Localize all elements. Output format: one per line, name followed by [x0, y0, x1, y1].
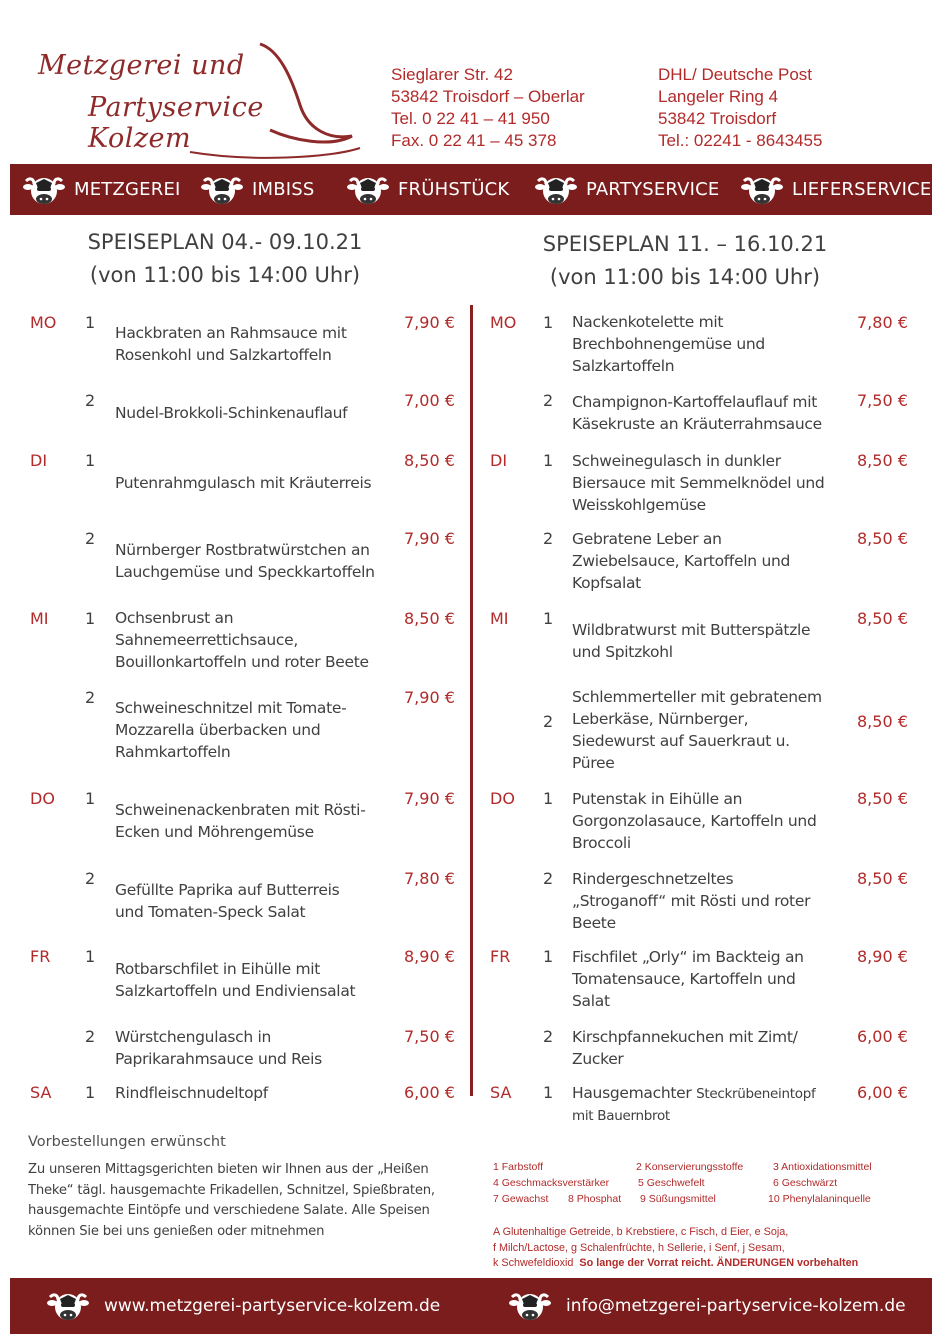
w2-di-2-price: 8,50 € — [857, 529, 908, 548]
w2-di-1-price: 8,50 € — [857, 451, 908, 470]
w1-mo-1-price: 7,90 € — [404, 313, 455, 332]
cow-head-icon — [200, 173, 244, 207]
w1-mi-1-dish: Ochsenbrust an Sahnemeerrettichsauce, Bouillonkartoffeln und roter Beete — [115, 609, 369, 671]
cow-head-icon — [46, 1289, 90, 1323]
w2-do-1-price: 8,50 € — [857, 789, 908, 808]
w2-di-2-num: 2 — [543, 529, 554, 548]
nav-item-imbiss[interactable] — [200, 164, 315, 215]
nav-item-lieferservice[interactable] — [740, 164, 931, 215]
w2-mi-1-dish: Wildbratwurst mit Butterspätzle und Spitzkohl — [572, 621, 811, 661]
info-text: Zu unseren Mittagsgerichten bieten wir Ihnen aus der „Heißen Theke“ tägl. hausgemachte Frikadellen, Schnitzel, Spießbraten, hausgemachte Eintöpfe und verschiedene Salate. Alle Speisen können Sie bei uns genießen oder mitnehmen — [28, 1162, 435, 1239]
w2-mo-1-num: 1 — [543, 313, 554, 332]
nav-label: PARTYSERVICE — [586, 179, 720, 200]
additive: 1 Farbstoff — [493, 1161, 543, 1173]
w2-fr-2-price: 6,00 € — [857, 1027, 908, 1046]
w1-mi-2-dish: Schweineschnitzel mit Tomate- Mozzarella überbacken und Rahmkartoffeln — [115, 699, 347, 761]
week1-title: SPEISEPLAN 04.- 09.10.21 — [87, 230, 363, 254]
nav-item-partyservice[interactable] — [534, 164, 720, 215]
post-phone[interactable]: Tel.: 02241 - 8643455 — [658, 131, 823, 150]
w2-fr-2-num: 2 — [543, 1027, 554, 1046]
w2-mi-1-price: 8,50 € — [857, 609, 908, 628]
additive: 10 Phenylalaninquelle — [768, 1193, 871, 1205]
post-street: Langeler Ring 4 — [658, 87, 779, 106]
w1-di-1-dish: Putenrahmgulasch mit Kräuterreis — [115, 474, 372, 492]
w2-mo-1-dish: Nackenkotelette mit Brechbohnengemüse und Salzkartoffeln — [572, 313, 765, 375]
w2-do-1-num: 1 — [543, 789, 554, 808]
w1-di-1-num: 1 — [85, 451, 96, 470]
footer-email[interactable] — [508, 1278, 906, 1334]
w2-sa-1-price: 6,00 € — [857, 1083, 908, 1102]
w2-day-fr: FR — [490, 947, 511, 966]
address-street: Sieglarer Str. 42 — [391, 65, 513, 84]
address-shop — [391, 64, 585, 152]
w2-day-mi: MI — [490, 609, 509, 628]
footer-bar — [10, 1278, 932, 1334]
additive: 6 Geschwärzt — [773, 1177, 838, 1189]
w2-di-2-dish: Gebratene Leber an Zwiebelsauce, Kartoffeln und Kopfsalat — [572, 530, 791, 592]
address-post — [658, 64, 822, 152]
w1-mo-2-price: 7,00 € — [404, 391, 455, 410]
w1-mo-2-dish: Nudel-Brokkoli-Schinkenauflauf — [115, 404, 348, 422]
w1-sa-1-num: 1 — [85, 1083, 96, 1102]
cow-head-icon — [508, 1289, 552, 1323]
w1-do-2-num: 2 — [85, 869, 96, 888]
w2-sa-1-dish: Hausgemachter Steckrübeneintopf mit Bauernbrot — [572, 1084, 816, 1124]
w1-fr-1-dish: Rotbarschfilet in Eihülle mit Salzkartoffeln und Endiviensalat — [115, 960, 356, 1000]
logo-line2: Partyservice Kolzem — [88, 92, 264, 154]
w1-mo-1-dish: Hackbraten an Rahmsauce mit Rosenkohl und Salzkartoffeln — [115, 324, 347, 364]
additive: 2 Konservierungsstoffe — [636, 1161, 744, 1173]
post-name: DHL/ Deutsche Post — [658, 65, 813, 84]
w1-day-do: DO — [30, 789, 55, 808]
cow-head-icon — [346, 173, 390, 207]
additive: 8 Phosphat — [568, 1193, 622, 1205]
w1-mi-2-num: 2 — [85, 688, 96, 707]
w1-do-2-price: 7,80 € — [404, 869, 455, 888]
w1-fr-2-price: 7,50 € — [404, 1027, 455, 1046]
w1-fr-1-num: 1 — [85, 947, 96, 966]
nav-item-metzgerei[interactable] — [22, 164, 181, 215]
nav-label: LIEFERSERVICE — [792, 179, 932, 200]
website-link[interactable]: www.metzgerei-partyservice-kolzem.de — [104, 1296, 441, 1316]
w2-day-sa: SA — [490, 1083, 512, 1102]
w1-day-fr: FR — [30, 947, 51, 966]
address-phone[interactable]: Tel. 0 22 41 – 41 950 — [391, 109, 550, 128]
w1-di-2-num: 2 — [85, 529, 96, 548]
cow-head-icon — [534, 173, 578, 207]
w1-day-di: DI — [30, 451, 48, 470]
additive: 4 Geschmacksverstärker — [493, 1177, 610, 1189]
logo-line1: Metzgerei und — [38, 50, 245, 81]
additive: 3 Antioxidationsmittel — [773, 1161, 872, 1173]
w1-mi-1-num: 1 — [85, 609, 96, 628]
w1-sa-1-dish: Rindfleischnudeltopf — [115, 1084, 268, 1102]
w2-mi-2-num: 2 — [543, 712, 554, 731]
w2-mo-2-num: 2 — [543, 391, 554, 410]
week2-hours: (von 11:00 bis 14:00 Uhr) — [549, 265, 821, 289]
address-fax: Fax. 0 22 41 – 45 378 — [391, 131, 557, 150]
nav-label: IMBISS — [252, 179, 315, 200]
w1-fr-1-price: 8,90 € — [404, 947, 455, 966]
w1-do-1-price: 7,90 € — [404, 789, 455, 808]
w2-do-2-price: 8,50 € — [857, 869, 908, 888]
w2-mo-1-price: 7,80 € — [857, 313, 908, 332]
w2-mi-2-price: 8,50 € — [857, 712, 908, 731]
w2-day-do: DO — [490, 789, 515, 808]
address-city: 53842 Troisdorf – Oberlar — [391, 87, 585, 106]
w2-fr-1-dish: Fischfilet „Orly“ im Backteig an Tomatensauce, Kartoffeln und Salat — [572, 948, 804, 1010]
cow-head-icon — [740, 173, 784, 207]
w1-day-mi: MI — [30, 609, 49, 628]
allergen-list: A Glutenhaltige Getreide, b Krebstiere, c Fisch, d Eier, e Soja, f Milch/Lactose, g Schalenfrüchte, h Sellerie, i Senf, j Sesam, k Schwefeldioxid So lange der Vorrat reicht. ÄNDERUNGEN vorbehalten — [493, 1226, 859, 1269]
w1-di-2-dish: Nürnberger Rostbratwürstchen an Lauchgemüse und Speckkartoffeln — [115, 541, 375, 581]
week2-title: SPEISEPLAN 11. – 16.10.21 — [542, 232, 828, 256]
nav-bar — [10, 164, 932, 215]
w1-do-2-dish: Gefüllte Paprika auf Butterreis und Tomaten-Speck Salat — [115, 881, 340, 921]
w2-fr-2-dish: Kirschpfannekuchen mit Zimt/ Zucker — [572, 1028, 798, 1068]
w1-mi-1-price: 8,50 € — [404, 609, 455, 628]
w2-do-2-num: 2 — [543, 869, 554, 888]
preorder-note: Vorbestellungen erwünscht — [28, 1134, 226, 1150]
w1-do-1-dish: Schweinenackenbraten mit Rösti- Ecken und Möhrengemüse — [115, 801, 366, 841]
w2-mo-2-dish: Champignon-Kartoffelauflauf mit Käsekruste an Kräuterrahmsauce — [572, 393, 822, 433]
w2-do-1-dish: Putenstak in Eihülle an Gorgonzolasauce, Kartoffeln und Broccoli — [572, 790, 817, 852]
w1-fr-2-num: 2 — [85, 1027, 96, 1046]
email-link[interactable]: info@metzgerei-partyservice-kolzem.de — [566, 1296, 906, 1316]
cow-head-icon — [22, 173, 66, 207]
additive: 7 Gewachst — [493, 1193, 549, 1205]
w2-di-1-dish: Schweinegulasch in dunkler Biersauce mit Semmelknödel und Weisskohlgemüse — [572, 452, 825, 514]
w1-di-1-price: 8,50 € — [404, 451, 455, 470]
w2-day-mo: MO — [490, 313, 517, 332]
nav-label: METZGEREI — [74, 179, 181, 200]
w2-day-di: DI — [490, 451, 508, 470]
w2-do-2-dish: Rindergeschnetzeltes „Stroganoff“ mit Rösti und roter Beete — [572, 870, 811, 932]
week2-header — [510, 228, 860, 294]
w1-mo-1-num: 1 — [85, 313, 96, 332]
w1-di-2-price: 7,90 € — [404, 529, 455, 548]
additive: 9 Süßungsmittel — [640, 1193, 716, 1205]
footer-website[interactable] — [46, 1278, 440, 1334]
w1-sa-1-price: 6,00 € — [404, 1083, 455, 1102]
w2-fr-1-price: 8,90 € — [857, 947, 908, 966]
w1-day-mo: MO — [30, 313, 57, 332]
availability-note: So lange der Vorrat reicht. ÄNDERUNGEN vorbehalten — [579, 1257, 859, 1269]
w2-mo-2-price: 7,50 € — [857, 391, 908, 410]
post-city: 53842 Troisdorf — [658, 109, 777, 128]
w1-mi-2-price: 7,90 € — [404, 688, 455, 707]
w2-mi-1-num: 1 — [543, 609, 554, 628]
additive: 5 Geschwefelt — [638, 1177, 705, 1189]
week1-header — [60, 226, 390, 292]
nav-label: FRÜHSTÜCK — [398, 179, 510, 200]
w2-fr-1-num: 1 — [543, 947, 554, 966]
w1-fr-2-dish: Würstchengulasch in Paprikarahmsauce und Reis — [115, 1028, 322, 1068]
w1-do-1-num: 1 — [85, 789, 96, 808]
w1-mo-2-num: 2 — [85, 391, 96, 410]
w2-di-1-num: 1 — [543, 451, 554, 470]
w2-sa-1-num: 1 — [543, 1083, 554, 1102]
nav-item-fruehstueck[interactable] — [346, 164, 509, 215]
column-divider — [470, 305, 473, 1096]
w1-day-sa: SA — [30, 1083, 52, 1102]
w2-mi-2-dish: Schlemmerteller mit gebratenem Leberkäse, Nürnberger, Siedewurst auf Sauerkraut u. Püree — [572, 688, 822, 772]
week1-hours: (von 11:00 bis 14:00 Uhr) — [89, 263, 361, 287]
logo — [30, 40, 370, 160]
